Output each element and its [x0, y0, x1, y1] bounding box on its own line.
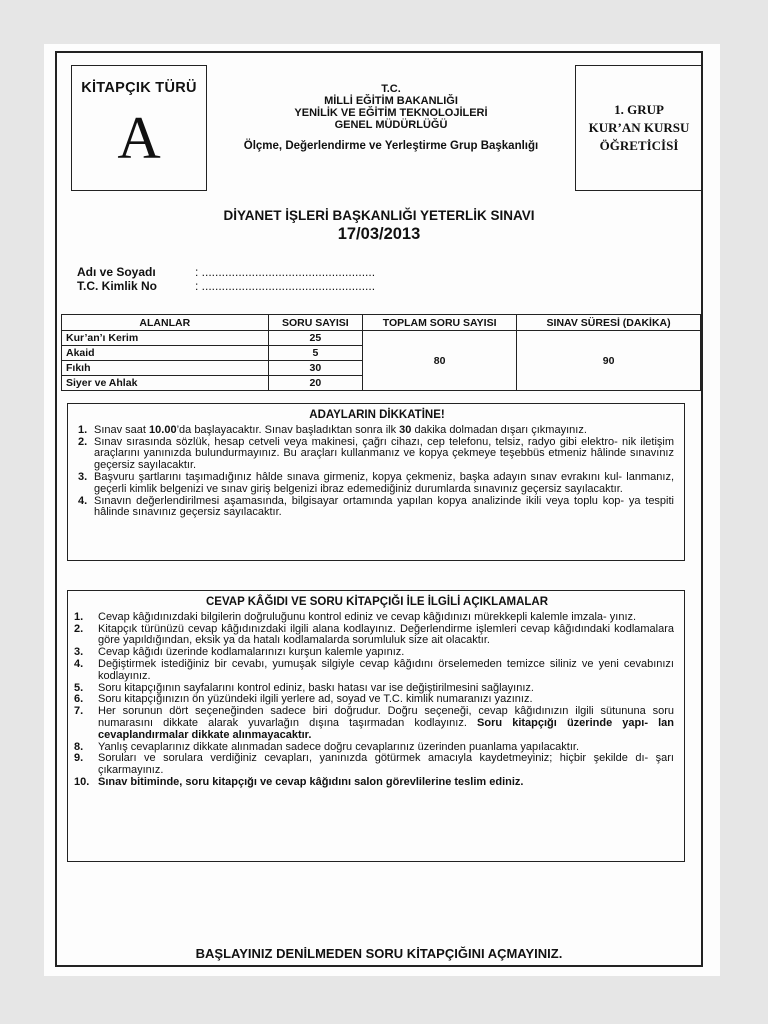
attention-box [67, 403, 685, 561]
item-text: dakika dolmadan dışarı çıkmayınız. [411, 423, 587, 436]
item-text: Sınav sırasında sözlük, hesap cetveli veya makinesi, çağrı cihazı, cep telefonu, telsiz, radyo gibi elektro- nik iletişim araçlarını yanınızda bulundurmayınız. Bu araçları kullanmanız ve kopya çekmeye teşebbüs etmeniz hâlinde sınavınız geçersiz sayılacaktır. [94, 435, 674, 472]
booklet-type-box [71, 65, 207, 191]
table-header: SORU SAYISI [268, 315, 363, 331]
exam-cover-page [44, 44, 720, 976]
item-text: Her sorunun dört seçeneğinden sadece biri doğrudur. Doğru seçeneği, cevap kâğıdınızın ilgili sütununa soru numarasını dikkate alarak yuvarlağın dışına taşırmadan kodlayınız. [98, 705, 674, 729]
footer-warning: BAŞLAYINIZ DENİLMEDEN SORU KİTAPÇIĞINI AÇMAYINIZ. [195, 946, 563, 961]
page-border [55, 51, 703, 967]
duration-cell: 90 [517, 331, 701, 391]
item-number: 1. [78, 423, 88, 436]
explanations-title: CEVAP KÂĞIDI VE SORU KİTAPÇIĞI İLE İLGİLİ AÇIKLAMALAR [205, 596, 549, 608]
ministry-header [207, 83, 575, 152]
item-number: 3. [74, 646, 84, 659]
item-text-bold: Sınav bitiminde, soru kitapçığı ve cevap kâğıdını salon görevlilerine teslim ediniz. [98, 775, 524, 788]
item-number: 3. [78, 470, 88, 483]
id-field: : .................................................... [195, 279, 376, 293]
count-cell: 20 [268, 376, 363, 391]
list-item [80, 496, 674, 520]
name-field: : .................................................... [195, 265, 376, 279]
table-header: TOPLAM SORU SAYISI [363, 315, 517, 331]
group-box [575, 65, 703, 191]
ministry-line-1: T.C. [381, 83, 401, 95]
item-text-bold: 30 [399, 423, 412, 436]
table-header: ALANLAR [62, 315, 269, 331]
exam-title: DİYANET İŞLERİ BAŞKANLIĞI YETERLİK SINAVI [223, 208, 535, 223]
area-cell: Akaid [62, 346, 269, 361]
item-number: 8. [74, 740, 84, 753]
booklet-type-label: KİTAPÇIK TÜRÜ [81, 80, 197, 96]
item-text: Soruları ve sorulara verdiğiniz cevapları, yanınızda götürmek amacıyla kaydetmeyiniz; hiçbir şekilde dı- şarı çıkarmayınız. [98, 752, 674, 777]
ministry-line-2: MİLLİ EĞİTİM BAKANLIĞI [324, 95, 458, 107]
explanations-box [67, 590, 685, 862]
list-item [74, 622, 674, 648]
list-item [80, 437, 674, 472]
table-row [62, 331, 701, 346]
id-label: T.C. Kimlik No [77, 279, 158, 293]
group-line-1: 1. GRUP [614, 102, 664, 117]
item-number: 10. [74, 775, 90, 788]
area-cell: Siyer ve Ahlak [62, 376, 269, 391]
name-label: Adı ve Soyadı [77, 265, 156, 279]
item-text: Başvuru şartlarını taşımadığınız hâlde sınava girmeniz, kopya çekmeniz, başka adayın sınav evrakını kul- lanmanız, geçerli kimlik belgenizi ve sınav giriş belgenizi ibraz edemediğiniz durumlarda sınavınız geçersiz sayılacaktır. [94, 470, 674, 495]
list-item [80, 472, 674, 496]
count-cell: 5 [268, 346, 363, 361]
item-number: 2. [74, 622, 84, 635]
ministry-line-4: GENEL MÜDÜRLÜĞÜ [334, 119, 448, 131]
area-cell: Kur’an’ı Kerim [62, 331, 269, 346]
item-number: 4. [74, 657, 84, 670]
group-line-2: KUR’AN KURSU [588, 120, 690, 135]
exam-info-table [61, 314, 701, 391]
booklet-type-letter: A [117, 105, 161, 171]
item-text: Soru kitapçığının sayfalarını kontrol ediniz, baskı hatası var ise değiştirilmesini sağlayınız. [98, 681, 534, 694]
item-text: Sınavın değerlendirilmesi aşamasında, bilgisayar ortamında yapılan kopya analizinde ikili veya toplu kop- ya tespiti hâlinde sınavınız geçersiz sayılacaktır. [94, 494, 674, 519]
attention-list [80, 425, 674, 519]
item-text: Yanlış cevaplarınız dikkate alınmadan sadece doğru cevaplarınız üzerinden puanlama yapılacaktır. [98, 740, 580, 753]
item-text: Cevap kâğıdı üzerinde kodlamalarınızı kurşun kalemle yapınız. [98, 646, 405, 659]
table-header: SINAV SÜRESİ (DAKİKA) [517, 315, 701, 331]
item-number: 5. [74, 681, 84, 694]
item-number: 7. [74, 705, 84, 718]
area-cell: Fıkıh [62, 361, 269, 376]
item-number: 2. [78, 435, 88, 448]
table-header-row [62, 315, 701, 331]
ministry-line-5: Ölçme, Değerlendirme ve Yerleştirme Grup Başkanlığı [243, 140, 539, 152]
attention-title: ADAYLARIN DİKKATİNE! [309, 409, 445, 421]
item-number: 1. [74, 610, 84, 623]
list-item [74, 657, 674, 683]
item-text: Cevap kâğıdınızdaki bilgilerin doğruluğunu kontrol ediniz ve cevap kâğıdınızı mürekkepli kalemle imzala- yınız. [98, 610, 637, 623]
item-number: 4. [78, 494, 88, 507]
explanations-list [74, 610, 674, 789]
item-number: 9. [74, 752, 84, 765]
item-text: Kitapçık türünüzü cevap kâğıdınızdaki ilgili alana kodlayınız. Değerlendirme işlemleri cevap kâğıdındaki kodlamalara göre yapıldığından, eksik ya da hatalı kodlamalarda sorumluluk size ait olacaktır. [98, 622, 674, 647]
list-item [74, 705, 674, 741]
item-text: Sınav saat [94, 423, 150, 436]
group-line-3: ÖĞRETİCİSİ [599, 138, 679, 153]
item-text: ’da başlayacaktır. Sınav başladıktan sonra ilk [176, 423, 400, 436]
list-item [74, 775, 674, 789]
ministry-line-3: YENİLİK VE EĞİTİM TEKNOLOJİLERİ [294, 107, 488, 119]
item-text: Soru kitapçığınızın ön yüzündeki ilgili yerlere ad, soyad ve T.C. kimlik numaranızı yazınız. [98, 693, 533, 706]
total-questions-cell: 80 [363, 331, 517, 391]
item-text-bold: Soru kitapçığı üzerinde yapı- lan cevaplandırmalar dikkate alınmayacaktır. [98, 716, 674, 741]
exam-date: 17/03/2013 [337, 225, 421, 243]
count-cell: 25 [268, 331, 363, 346]
list-item [74, 752, 674, 777]
item-text: Değiştirmek istediğiniz bir cevabı, yumuşak silgiyle cevap kâğıdını örselemeden temizce siliniz ve yeni cevabınızı kodlayınız. [98, 657, 674, 682]
item-text-bold: 10.00 [149, 423, 177, 436]
count-cell: 30 [268, 361, 363, 376]
item-number: 6. [74, 693, 84, 706]
